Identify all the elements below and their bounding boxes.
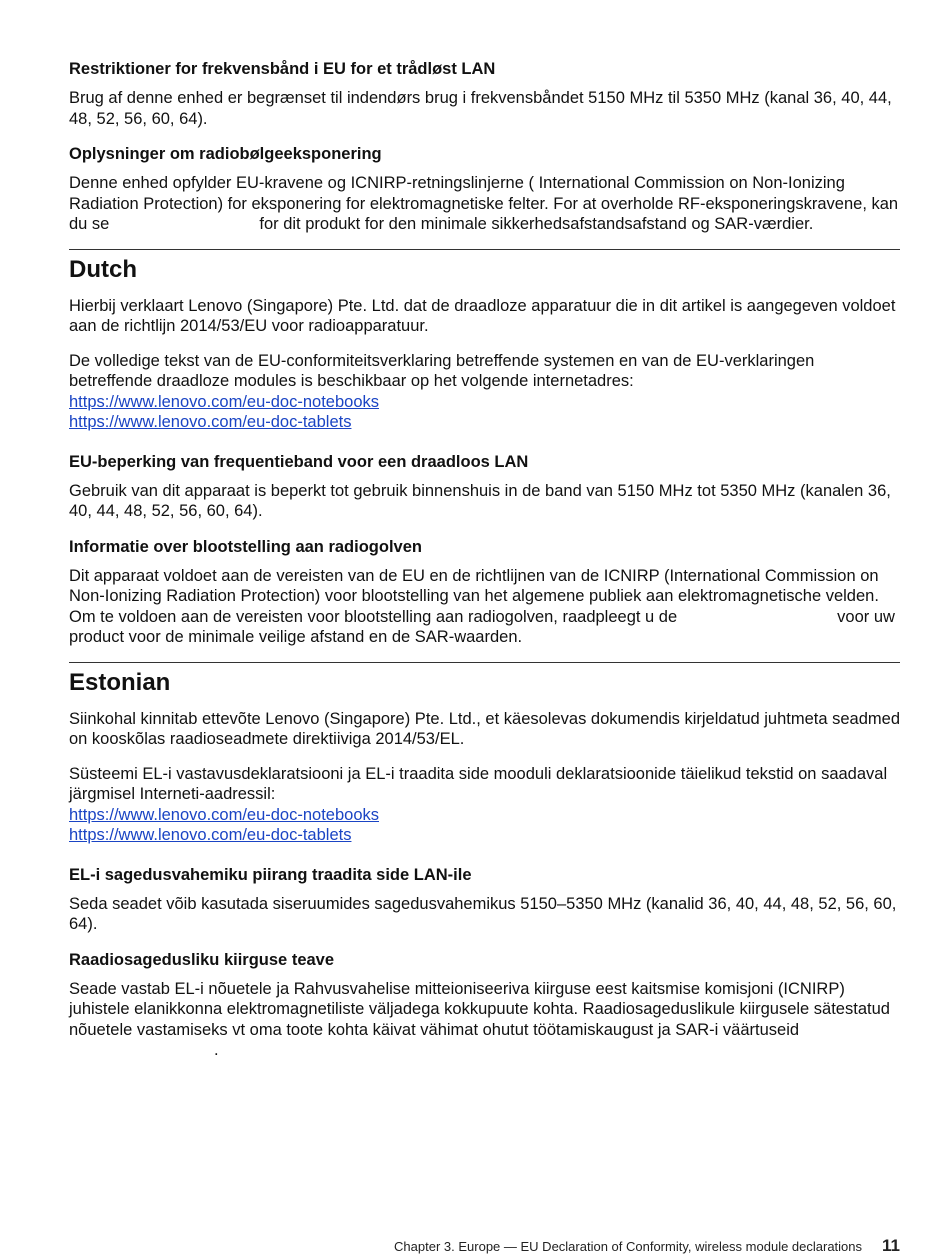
dutch-title: Dutch: [69, 255, 137, 283]
danish-band-text: Brug af denne enhed er begrænset til indendørs brug i frekvensbåndet 5150 MHz til 5350 MHz (kanal 36, 40, 44, 48, 52, 56, 60, 64).: [69, 89, 892, 128]
estonian-band-text: Seda seadet võib kasutada siseruumides sagedusvahemikus 5150–5350 MHz (kanalid 36, 40, 44, 48, 52, 56, 60, 64).: [69, 894, 897, 933]
estonian-rf-text-part2: .: [214, 1041, 219, 1059]
estonian-declaration: Siinkohal kinnitab ettevõte Lenovo (Singapore) Pte. Ltd., et käesolevas dokumendis kirjeldatud juhtmeta seadmed on kooskõlas raadioseadmete direktiiviga 2014/53/EL.: [69, 709, 901, 748]
document-page: [69, 58, 900, 1075]
estonian-title: Estonian: [69, 668, 171, 696]
danish-rf-text-part2: for dit produkt for den minimale sikkerhedsafstandsafstand og SAR-værdier.: [259, 215, 814, 233]
section-divider-dutch: [69, 249, 900, 250]
dutch-link-notebooks[interactable]: https://www.lenovo.com/eu-doc-notebooks: [69, 392, 379, 411]
dutch-rf-text: [69, 566, 900, 648]
dutch-link-tablets[interactable]: https://www.lenovo.com/eu-doc-tablets: [69, 413, 352, 431]
estonian-links: [69, 805, 900, 846]
dutch-band-heading: EU-beperking van frequentieband voor een draadloos LAN: [69, 452, 529, 471]
estonian-link-notebooks[interactable]: https://www.lenovo.com/eu-doc-notebooks: [69, 805, 379, 824]
section-divider-estonian: [69, 662, 900, 663]
estonian-rf-text: [69, 979, 900, 1061]
danish-rf-text: [69, 173, 900, 235]
dutch-rf-text-part1: Dit apparaat voldoet aan de vereisten van de EU en de richtlijnen van de ICNIRP (International Commission on Non-Ionizing Radiation Protection) voor blootstelling van het algemene publiek aan elektromagnetische velden. Om te voldoen aan de vereisten voor blootstelling aan radiogolven, raadpleegt u de: [69, 566, 879, 626]
estonian-band-heading: EL-i sagedusvahemiku piirang traadita side LAN-ile: [69, 865, 472, 884]
footer-chapter: Chapter 3. Europe — EU Declaration of Conformity, wireless module declarations: [394, 1239, 863, 1254]
danish-band-heading: Restriktioner for frekvensbånd i EU for et trådløst LAN: [69, 60, 496, 78]
dutch-rf-heading: Informatie over blootstelling aan radiogolven: [69, 537, 422, 556]
dutch-rf-text-part2: voor uw product voor de minimale veilige afstand en de SAR-waarden.: [69, 607, 895, 646]
dutch-links: [69, 392, 900, 433]
danish-rf-text-part1: Denne enhed opfylder EU-kravene og ICNIRP-retningslinjerne ( International Commission on Non-Ionizing Radiation Protection) for eksponering for elektromagnetiske felter. For at overholde RF-eksponeringskravene, kan du se: [69, 174, 899, 233]
dutch-band-text: Gebruik van dit apparaat is beperkt tot gebruik binnenshuis in de band van 5150 MHz tot 5350 MHz (kanalen 36, 40, 44, 48, 52, 56, 60, 64).: [69, 481, 891, 520]
estonian-rf-text-part1: Seade vastab EL-i nõuetele ja Rahvusvahelise mitteioniseeriva kiirguse eest kaitsmise komisjoni (ICNIRP) juhistele elanikkonna elektromagnetiliste väljadega kokkupuute kohta. Raadiosageduslikule kiirgusele sätestatud nõuetele vastamiseks vt oma toote kohta käivat vähimat ohutut töötamiskaugust ja SAR-i väärtuseid: [69, 979, 890, 1039]
dutch-fulltext: De volledige tekst van de EU-conformiteitsverklaring betreffende systemen en van de EU-verklaringen betreffende draadloze modules is beschikbaar op het volgende internetadres:: [69, 351, 815, 390]
page-footer: [394, 1236, 900, 1256]
estonian-fulltext: Süsteemi EL-i vastavusdeklaratsiooni ja EL-i traadita side mooduli deklaratsioonide täielikud tekstid on saadaval järgmisel Interneti-aadressil:: [69, 764, 888, 803]
page-number: 11: [882, 1236, 900, 1255]
estonian-link-tablets[interactable]: https://www.lenovo.com/eu-doc-tablets: [69, 826, 352, 844]
danish-rf-heading: Oplysninger om radiobølgeeksponering: [69, 145, 382, 163]
dutch-declaration: Hierbij verklaart Lenovo (Singapore) Pte. Ltd. dat de draadloze apparatuur die in dit artikel is aangegeven voldoet aan de richtlijn 2014/53/EU voor radioapparatuur.: [69, 296, 896, 335]
estonian-rf-heading: Raadiosagedusliku kiirguse teave: [69, 950, 335, 969]
